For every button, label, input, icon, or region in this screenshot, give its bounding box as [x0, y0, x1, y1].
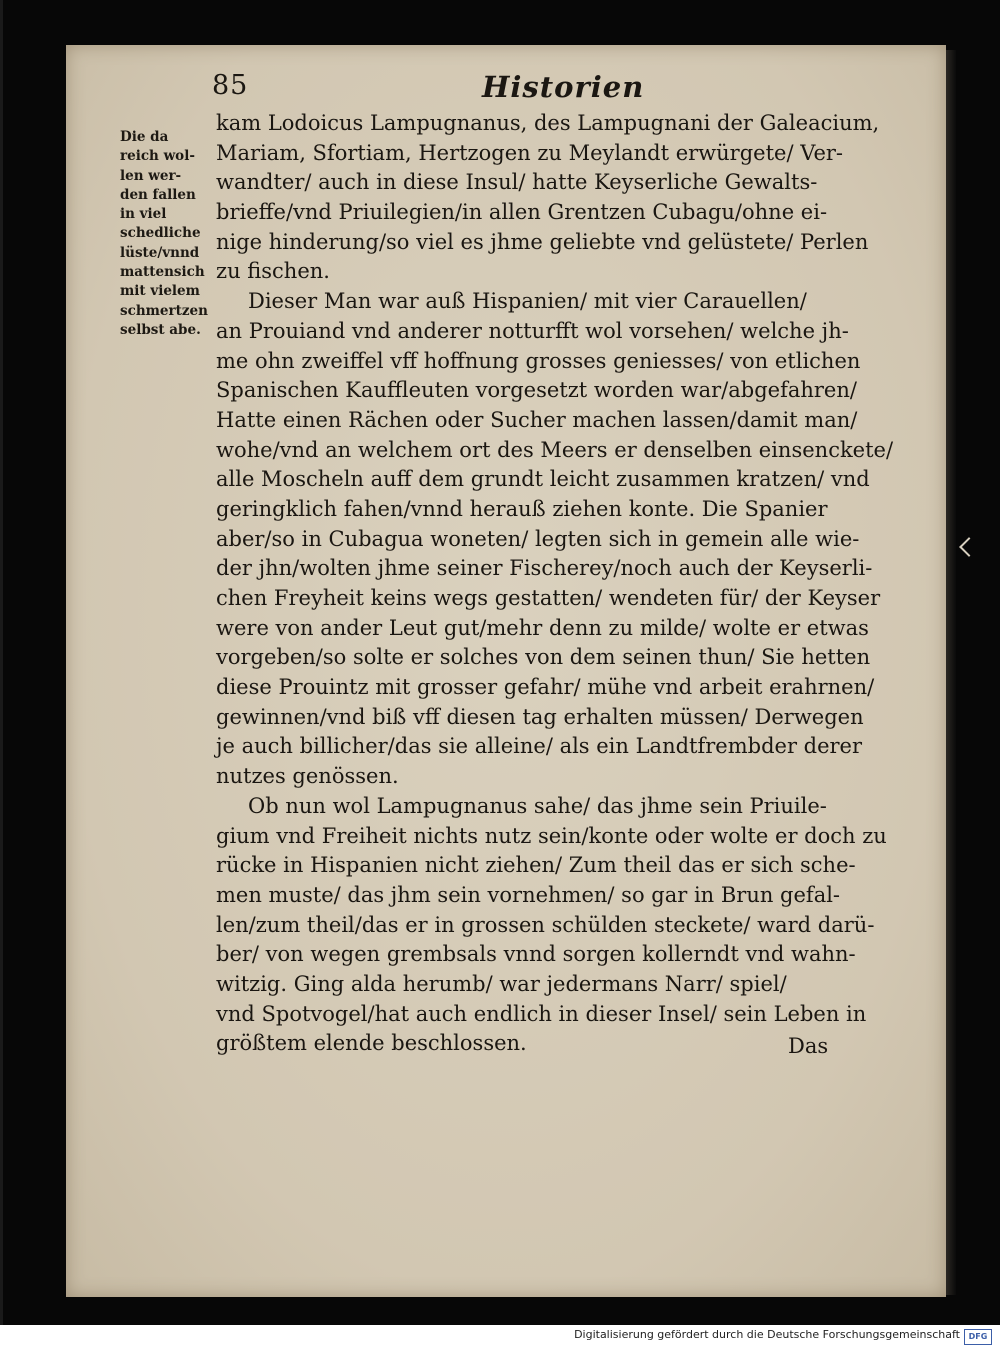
page-number: 85 — [212, 70, 249, 101]
text-line: größtem elende beschlossen. — [216, 1031, 527, 1056]
text-line: Dieser Man war auß Hispanien/ mit vier Carauellen/ — [248, 289, 807, 314]
text-line: geringklich fahen/vnnd herauß ziehen konte. Die Spanier — [216, 496, 828, 521]
marginal-note-line: len wer- — [120, 167, 182, 184]
marginal-note-line: lüste/vnnd — [120, 244, 200, 261]
text-line: witzig. Ging alda herumb/ war jedermans Narr/ spiel/ — [216, 971, 787, 996]
text-line: gium vnd Freiheit nichts nutz sein/konte oder wolte er doch zu — [216, 823, 887, 848]
marginal-note-line: mit vielem — [120, 283, 200, 300]
text-line: nutzes genössen. — [216, 764, 399, 789]
marginal-note-line: Die da — [120, 129, 169, 145]
marginal-note-line: mattensich — [120, 264, 205, 281]
text-line: der jhn/wolten jhme seiner Fischerey/noch auch der Keyserli- — [216, 556, 873, 581]
marginal-note — [120, 128, 212, 340]
text-line: Ob nun wol Lampugnanus sahe/ das jhme sein Priuile- — [248, 793, 827, 818]
scan-border — [0, 0, 3, 1325]
text-line: rücke in Hispanien nicht ziehen/ Zum theil das er sich sche- — [216, 853, 856, 878]
marginal-note-line: reich wol- — [120, 148, 195, 165]
page-edge — [946, 50, 956, 1295]
text-line: zu fischen. — [216, 259, 330, 284]
marginal-note-line: selbst abe. — [120, 321, 201, 338]
text-line: chen Freyheit keins wegs gestatten/ wendeten für/ der Keyser — [216, 586, 881, 610]
text-line: wohe/vnd an welchem ort des Meers er denselben einsenckete/ — [216, 437, 894, 462]
funding-credit: Digitalisierung gefördert durch die Deutsche Forschungsgemeinschaft — [574, 1328, 960, 1341]
footer-bar — [0, 1325, 1000, 1349]
marginal-note-line: den fallen — [120, 186, 196, 203]
marginal-note-line: in viel — [120, 206, 167, 223]
text-line: were von ander Leut gut/mehr denn zu milde/ wolte er etwas — [216, 615, 869, 640]
text-line: wandter/ auch in diese Insul/ hatte Keyserliche Gewalts- — [216, 170, 818, 195]
text-line: gewinnen/vnd biß vff diesen tag erhalten müssen/ Derwegen — [216, 704, 864, 729]
text-line: ber/ von wegen grembsals vnnd sorgen kollerndt vnd wahn- — [216, 942, 856, 967]
text-line: nige hinderung/so viel es jhme geliebte vnd gelüstete/ Perlen — [216, 229, 869, 254]
body-text — [216, 109, 894, 1059]
catchword: Das — [788, 1034, 829, 1058]
text-line: kam Lodoicus Lampugnanus, des Lampugnani der Galeacium, — [216, 111, 880, 135]
text-line: aber/so in Cubagua woneten/ legten sich in gemein alle wie- — [216, 526, 860, 551]
text-line: Spanischen Kauffleuten vorgesetzt worden war/abgefahren/ — [216, 378, 857, 403]
text-line: me ohn zweiffel vff hoffnung grosses geniesses/ von etlichen — [216, 348, 861, 373]
marginal-note-line: schmertzen — [120, 302, 208, 319]
text-line: brieffe/vnd Priuilegien/in allen Grentzen Cubagu/ohne ei- — [216, 200, 828, 225]
text-line: vnd Spotvogel/hat auch endlich in dieser Insel/ sein Leben in — [216, 1001, 867, 1026]
text-line: vorgeben/so solte er solches von dem seinen thun/ Sie hetten — [216, 645, 871, 670]
text-line: an Prouiand vnd anderer notturfft wol vorsehen/ welche jh- — [216, 318, 849, 343]
text-line: Hatte einen Rächen oder Sucher machen lassen/damit man/ — [216, 407, 858, 432]
text-line: je auch billicher/das sie alleine/ als ein Landtfrembder derer — [216, 734, 863, 759]
dfg-logo-icon: DFG — [964, 1329, 992, 1345]
text-line: len/zum theil/das er in grossen schülden steckete/ ward darü- — [216, 912, 875, 937]
text-line: alle Moscheln auff dem grundt leicht zusammen kratzen/ vnd — [216, 467, 870, 492]
text-line: men muste/ das jhm sein vornehmen/ so gar in Brun gefal- — [216, 882, 841, 907]
running-head: Historien — [482, 70, 645, 104]
text-line: diese Prouintz mit grosser gefahr/ mühe vnd arbeit erahrnen/ — [216, 675, 875, 700]
text-line: Mariam, Sfortiam, Hertzogen zu Meylandt erwürgete/ Ver- — [216, 140, 844, 165]
marginal-note-line: schedliche — [120, 225, 201, 242]
